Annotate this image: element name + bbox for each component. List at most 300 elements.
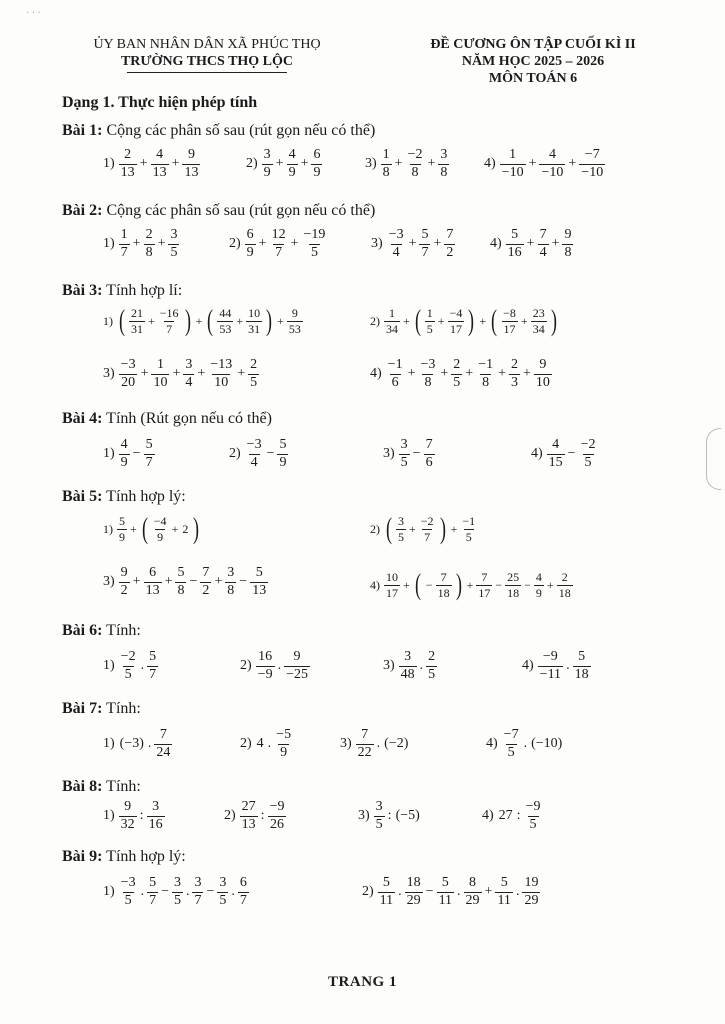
fraction <box>448 307 465 335</box>
fraction <box>547 438 565 470</box>
numerator: −3 <box>420 357 436 372</box>
problem-number: 4) <box>486 736 498 752</box>
numerator: −7 <box>584 147 600 162</box>
math-token: . <box>231 884 235 900</box>
problem <box>229 228 328 260</box>
denominator: 7 <box>166 321 173 336</box>
denominator: 18 <box>437 585 450 600</box>
denominator: 7 <box>120 244 128 260</box>
denominator: 32 <box>120 816 135 832</box>
fraction <box>245 228 256 260</box>
numerator: 1 <box>156 357 164 372</box>
fraction <box>538 650 563 682</box>
denominator: 10 <box>153 374 168 390</box>
fraction <box>539 148 565 180</box>
denominator: 16 <box>148 816 163 832</box>
math-token: : <box>387 808 392 824</box>
numerator: 6 <box>246 227 254 242</box>
fraction <box>531 307 547 335</box>
fraction <box>425 307 435 335</box>
denominator: 5 <box>398 529 404 544</box>
numerator: 9 <box>120 565 128 580</box>
denominator: 8 <box>482 374 490 390</box>
math-token: + <box>498 366 507 382</box>
denominator: 5 <box>426 321 433 336</box>
numerator: 3 <box>219 875 227 890</box>
problem-number: 1) <box>103 521 113 536</box>
problem <box>371 228 456 260</box>
math-token: (−5) <box>395 808 420 824</box>
numerator: 7 <box>440 569 447 584</box>
fraction <box>154 728 172 760</box>
problem-number: 4) <box>484 156 496 172</box>
math-token: + <box>408 236 417 252</box>
denominator: 10 <box>535 374 550 390</box>
math-token: + <box>437 313 445 328</box>
numerator: 1 <box>382 147 390 162</box>
math-token: − <box>425 884 434 900</box>
problem-number: 1) <box>103 313 113 328</box>
denominator: 8 <box>227 582 235 598</box>
denominator: 11 <box>379 892 394 908</box>
numerator: −3 <box>120 875 136 890</box>
numerator: −4 <box>449 305 463 320</box>
math-token: : <box>516 808 521 824</box>
denominator: 7 <box>424 529 431 544</box>
denominator: 8 <box>424 374 432 390</box>
numerator: −13 <box>210 357 233 372</box>
fraction <box>451 358 462 390</box>
parenthesis: ) <box>439 512 446 545</box>
numerator: −3 <box>120 357 136 372</box>
denominator: 11 <box>438 892 453 908</box>
problem <box>370 358 553 390</box>
numerator: −3 <box>246 437 262 452</box>
numerator: 2 <box>124 147 132 162</box>
problem-number: 1) <box>103 156 115 172</box>
numerator: 3 <box>375 799 383 814</box>
exercise-heading: Bài 7: Tính: <box>62 700 141 717</box>
numerator: 19 <box>524 875 539 890</box>
denominator: 24 <box>156 744 171 760</box>
denominator: 17 <box>449 321 462 336</box>
fraction <box>200 566 211 598</box>
denominator: 31 <box>131 321 143 336</box>
math-token: + <box>450 521 458 536</box>
numerator: −2 <box>420 513 434 528</box>
fraction <box>182 148 200 180</box>
numerator: 7 <box>361 727 369 742</box>
numerator: 3 <box>404 649 412 664</box>
denominator: −11 <box>539 666 562 682</box>
parenthesis: ) <box>193 512 200 545</box>
header-right <box>378 36 688 87</box>
numerator: −9 <box>525 799 541 814</box>
denominator: 5 <box>124 666 132 682</box>
school-year: NĂM HỌC 2025 – 2026 <box>461 54 605 69</box>
math-token: . <box>140 658 145 674</box>
numerator: 8 <box>469 875 477 890</box>
fraction <box>268 800 287 832</box>
fraction <box>426 650 437 682</box>
fraction <box>500 148 526 180</box>
denominator: 9 <box>263 164 271 180</box>
numerator: 44 <box>219 305 232 320</box>
numerator: −1 <box>478 357 494 372</box>
denominator: −10 <box>581 164 604 180</box>
numerator: 3 <box>152 799 160 814</box>
problem-number: 1) <box>103 658 115 674</box>
school-name: TRƯỜNG THCS THỌ LỘC <box>120 54 294 69</box>
denominator: 5 <box>310 244 318 260</box>
problem <box>486 728 564 760</box>
numerator: 2 <box>453 357 461 372</box>
denominator: 29 <box>465 892 480 908</box>
problem <box>103 728 173 760</box>
math-token: + <box>526 236 535 252</box>
math-token: + <box>484 884 493 900</box>
denominator: 48 <box>400 666 415 682</box>
problem <box>383 438 436 470</box>
problem <box>340 728 410 760</box>
numerator: −4 <box>153 513 167 528</box>
problem <box>490 228 574 260</box>
math-token: − <box>132 446 141 462</box>
numerator: 25 <box>507 569 520 584</box>
problem-number: 2) <box>362 884 374 900</box>
numerator: −3 <box>388 227 404 242</box>
denominator: 9 <box>288 164 296 180</box>
denominator: 6 <box>425 454 433 470</box>
numerator: −1 <box>387 357 403 372</box>
denominator: 7 <box>149 892 157 908</box>
denominator: 7 <box>194 892 202 908</box>
fraction <box>495 876 512 908</box>
math-token: + <box>130 521 137 536</box>
math-token: . <box>277 658 282 674</box>
math-token: + <box>528 156 537 172</box>
math-token: + <box>157 236 166 252</box>
fraction <box>284 650 310 682</box>
numerator: −8 <box>503 305 516 320</box>
problem <box>484 148 606 180</box>
problem-number: 4) <box>490 236 502 252</box>
denominator: 29 <box>406 892 421 908</box>
numerator: −5 <box>276 727 292 742</box>
numerator: 1 <box>120 227 128 242</box>
math-token: (−3) <box>119 736 144 752</box>
problem <box>362 876 541 908</box>
math-token: + <box>466 577 474 592</box>
denominator: 8 <box>564 244 572 260</box>
fraction <box>399 438 410 470</box>
fraction <box>538 228 549 260</box>
fraction <box>287 148 298 180</box>
fraction <box>129 307 145 335</box>
numerator: 9 <box>291 305 298 320</box>
math-token: + <box>132 236 141 252</box>
denominator: 5 <box>219 892 227 908</box>
denominator: 5 <box>529 816 537 832</box>
denominator: 2 <box>446 244 454 260</box>
numerator: 3 <box>400 437 408 452</box>
denominator: −9 <box>257 666 273 682</box>
page-number: TRANG 1 <box>328 974 397 990</box>
fraction <box>378 876 395 908</box>
denominator: −10 <box>501 164 524 180</box>
problem <box>103 306 304 336</box>
numerator: 10 <box>248 305 261 320</box>
problem-number: 4) <box>531 446 543 462</box>
fraction <box>476 358 495 390</box>
problem-number: 2) <box>370 313 380 328</box>
fraction <box>208 358 234 390</box>
denominator: 7 <box>149 666 157 682</box>
math-token: + <box>132 574 141 590</box>
scan-mark: · ‧ · <box>26 8 41 19</box>
problem-number: 4) <box>370 577 380 592</box>
numerator: 4 <box>535 569 542 584</box>
parenthesis: ( <box>414 568 421 601</box>
numerator: −19 <box>303 227 326 242</box>
problem-number: 4) <box>522 658 534 674</box>
numerator: 5 <box>119 513 125 528</box>
fraction <box>192 876 203 908</box>
parenthesis: ) <box>550 304 557 337</box>
denominator: 18 <box>507 585 520 600</box>
numerator: 3 <box>170 227 178 242</box>
denominator: 11 <box>497 892 511 908</box>
math-token: . <box>398 884 402 900</box>
fraction <box>438 148 449 180</box>
exercise-heading: Bài 6: Tính: <box>62 622 141 639</box>
numerator: 4 <box>120 437 128 452</box>
fraction <box>248 358 259 390</box>
math-token: − <box>412 446 421 462</box>
numerator: 9 <box>293 649 301 664</box>
problem-number: 2) <box>240 736 252 752</box>
numerator: 5 <box>421 227 429 242</box>
numerator: −2 <box>407 147 423 162</box>
exercise-heading: Bài 9: Tính hợp lý: <box>62 848 186 865</box>
problem <box>240 728 294 760</box>
problem <box>240 650 311 682</box>
denominator: −10 <box>541 164 564 180</box>
math-token: + <box>403 577 410 592</box>
fraction <box>387 228 406 260</box>
fraction <box>501 307 518 335</box>
fraction <box>117 515 127 543</box>
math-token: . <box>515 884 520 900</box>
math-token: . <box>457 884 461 900</box>
problem <box>370 306 560 336</box>
math-token: − <box>206 884 215 900</box>
fraction <box>396 515 406 543</box>
problem <box>482 800 543 832</box>
math-token: − <box>524 577 531 592</box>
problem-number: 2) <box>229 236 241 252</box>
numerator: 5 <box>500 875 508 890</box>
numerator: 5 <box>578 649 586 664</box>
denominator: 6 <box>391 374 399 390</box>
denominator: 8 <box>177 582 185 598</box>
denominator: 13 <box>252 582 267 598</box>
numerator: 5 <box>441 875 449 890</box>
denominator: 3 <box>511 374 519 390</box>
numerator: 3 <box>173 875 181 890</box>
problem <box>531 438 598 470</box>
numerator: 27 <box>241 799 256 814</box>
fraction <box>424 438 435 470</box>
problem-number: 2) <box>240 658 252 674</box>
header-left <box>62 36 352 73</box>
exercise-heading: Bài 3: Tính hợp lí: <box>62 282 183 299</box>
problem <box>103 358 260 390</box>
fraction <box>557 571 573 599</box>
fraction <box>240 800 258 832</box>
numerator: −2 <box>580 437 596 452</box>
parenthesis: ( <box>119 304 125 337</box>
denominator: 10 <box>214 374 229 390</box>
math-token: + <box>236 313 244 328</box>
math-token: (−2) <box>384 736 409 752</box>
math-token: + <box>394 156 403 172</box>
math-token: : <box>260 808 265 824</box>
numerator: 7 <box>446 227 454 242</box>
denominator: 17 <box>503 321 516 336</box>
math-token: : <box>139 808 144 824</box>
math-token: . <box>566 658 570 674</box>
denominator: 18 <box>558 585 571 600</box>
parenthesis: ) <box>184 304 191 337</box>
math-token: + <box>164 574 173 590</box>
math-token: + <box>237 366 246 382</box>
math-token: + <box>433 236 442 252</box>
math-token: 4 <box>256 736 264 752</box>
fraction <box>460 515 477 543</box>
math-token: + <box>290 236 299 252</box>
numerator: 16 <box>258 649 273 664</box>
math-token: . <box>140 884 145 900</box>
math-token: − <box>567 446 576 462</box>
fraction <box>144 438 155 470</box>
fraction <box>384 571 400 599</box>
denominator: 5 <box>465 529 472 544</box>
header-underline <box>127 72 287 73</box>
numerator: 9 <box>124 799 132 814</box>
problem <box>103 228 180 260</box>
math-token: + <box>275 156 284 172</box>
fraction <box>524 800 543 832</box>
parenthesis: ( <box>386 512 392 545</box>
denominator: 15 <box>548 454 563 470</box>
math-token: . <box>147 736 152 752</box>
numerator: 9 <box>539 357 547 372</box>
fraction <box>419 228 430 260</box>
fraction <box>119 358 138 390</box>
math-token: + <box>258 236 267 252</box>
numerator: 1 <box>389 305 395 320</box>
math-token: . <box>267 736 272 752</box>
denominator: 4 <box>539 244 547 260</box>
fraction <box>534 358 552 390</box>
denominator: 13 <box>184 164 199 180</box>
denominator: 5 <box>584 454 592 470</box>
fraction <box>151 358 169 390</box>
fraction <box>274 728 293 760</box>
math-token: + <box>568 156 577 172</box>
denominator: 2 <box>202 582 210 598</box>
math-token: . <box>523 736 528 752</box>
fraction <box>119 148 137 180</box>
fraction <box>147 650 158 682</box>
fraction <box>277 438 288 470</box>
fraction <box>301 228 327 260</box>
fraction <box>119 876 138 908</box>
problem <box>103 650 159 682</box>
denominator: 31 <box>248 321 261 336</box>
problem-number: 1) <box>103 884 115 900</box>
denominator: 18 <box>574 666 589 682</box>
numerator: 2 <box>145 227 153 242</box>
problem-number: 3) <box>383 446 395 462</box>
fraction <box>151 148 169 180</box>
denominator: 4 <box>185 374 193 390</box>
problem-number: 1) <box>103 808 115 824</box>
problem <box>370 570 574 600</box>
fraction <box>579 148 605 180</box>
numerator: −2 <box>120 649 136 664</box>
numerator: 7 <box>425 437 433 452</box>
problem-number: 1) <box>103 236 115 252</box>
denominator: 9 <box>279 454 287 470</box>
fraction <box>119 800 137 832</box>
fraction <box>245 438 264 470</box>
fraction <box>217 307 233 335</box>
denominator: 8 <box>382 164 390 180</box>
section-title: Dạng 1. Thực hiện phép tính <box>62 94 258 111</box>
fraction <box>356 728 374 760</box>
problem-number: 4) <box>370 366 382 382</box>
math-token: − <box>189 574 198 590</box>
fraction <box>579 438 598 470</box>
denominator: 53 <box>288 321 301 336</box>
numerator: 6 <box>149 565 157 580</box>
numerator: 2 <box>428 649 436 664</box>
numerator: −7 <box>503 727 519 742</box>
fraction <box>168 228 179 260</box>
math-token: + <box>440 366 449 382</box>
numerator: 3 <box>398 513 404 528</box>
numerator: −9 <box>542 649 558 664</box>
parenthesis: ( <box>207 304 214 337</box>
subject: MÔN TOÁN 6 <box>488 71 578 86</box>
parenthesis: ( <box>141 512 148 545</box>
fraction <box>562 228 573 260</box>
denominator: 9 <box>313 164 321 180</box>
math-token: − <box>239 574 248 590</box>
numerator: 7 <box>202 565 210 580</box>
fraction <box>476 571 492 599</box>
problem <box>103 148 201 180</box>
math-token: + <box>171 521 179 536</box>
denominator: 34 <box>386 321 398 336</box>
fraction <box>502 728 521 760</box>
fraction <box>437 876 454 908</box>
fraction <box>119 228 130 260</box>
numerator: 6 <box>313 147 321 162</box>
fraction <box>144 228 155 260</box>
